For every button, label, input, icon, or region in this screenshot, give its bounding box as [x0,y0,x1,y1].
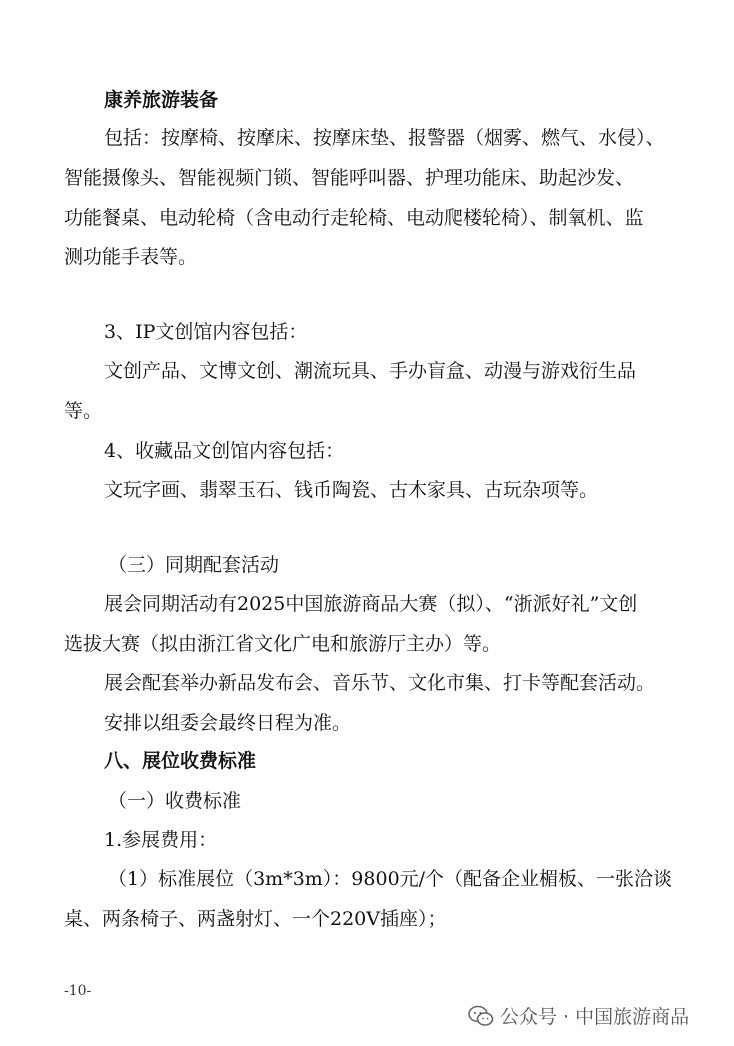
paragraph-line: 功能餐桌、电动轮椅（含电动行走轮椅、电动爬楼轮椅）、制氧机、监 [64,207,644,229]
paragraph-line: 展会配套举办新品发布会、音乐节、文化市集、打卡等配套活动。 [104,672,656,694]
paragraph-line: （1）标准展位（3m*3m）：9800元/个（配备企业楣板、一张洽谈 [108,868,673,890]
paragraph-line: 文玩字画、翡翠玉石、钱币陶瓷、古木家具、古玩杂项等。 [104,479,599,501]
paragraph-line: 安排以组委会最终日程为准。 [104,712,352,734]
section-heading-health-tourism: 康养旅游装备 [104,89,219,111]
paragraph-line: 选拔大赛（拟由浙江省文化广电和旅游厅主办）等。 [64,633,502,655]
watermark-text: 公众号 · 中国旅游商品 [500,1006,690,1028]
subheading-ip-pavilion: 3、IP文创馆内容包括： [104,321,308,343]
paragraph-line: 测功能手表等。 [64,246,198,268]
watermark [468,1002,689,1029]
paragraph-line: 文创产品、文博文创、潮流玩具、手办盲盒、动漫与游戏衍生品 [104,360,637,382]
paragraph-line: 等。 [64,400,103,422]
paragraph-line: 桌、两条椅子、两盏射灯、一个220V插座）； [64,908,447,930]
paragraph-line: 智能摄像头、智能视频门锁、智能呼叫器、护理功能床、助起沙发、 [64,167,635,189]
subheading-collectibles-pavilion: 4、收藏品文创馆内容包括： [104,440,345,462]
wechat-icon [468,1005,494,1027]
section-heading-booth-fees: 八、展位收费标准 [104,750,257,772]
paragraph-line: 包括：按摩椅、按摩床、按摩床垫、报警器（烟雾、燃气、水侵）、 [104,127,665,149]
page-number: -10- [64,983,92,999]
subheading-concurrent-activities: （三）同期配套活动 [108,554,280,576]
subheading-fee-standard: （一）收费标准 [108,790,242,812]
paragraph-line: 展会同期活动有2025中国旅游商品大赛（拟）、“浙派好礼”文创 [104,593,638,615]
subheading-participation-fee: 1.参展费用： [104,829,218,851]
